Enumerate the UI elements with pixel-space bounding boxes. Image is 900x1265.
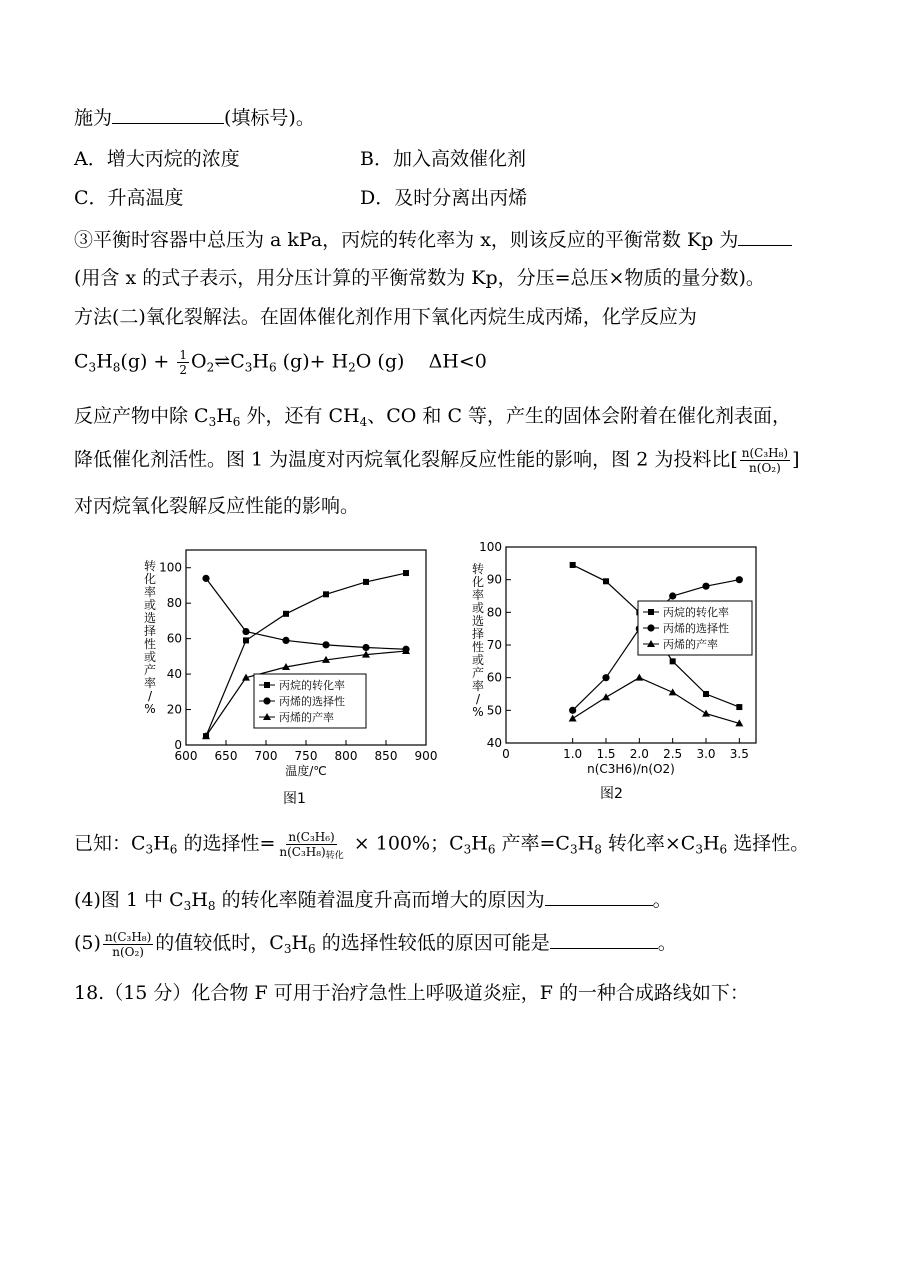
- data-point: [202, 575, 209, 582]
- answer-blank[interactable]: [738, 225, 792, 246]
- data-point: [736, 704, 742, 710]
- data-point: [702, 583, 709, 590]
- data-point: [243, 637, 249, 643]
- data-point: [669, 592, 676, 599]
- data-point: [282, 637, 289, 644]
- legend-marker: [647, 624, 654, 631]
- data-point: [283, 611, 289, 617]
- x-axis-label: 温度/℃: [285, 764, 327, 778]
- data-point: [322, 641, 329, 648]
- question-5: (5) $\frac{\text{n(C₃H₈)}}{\text{n(O₂)}}$ 的值较低时，$C_3H_6$ 的选择性较低的原因可能是 。: [74, 929, 677, 959]
- data-point: [602, 693, 610, 700]
- question-3-line-1: ③平衡时容器中总压为 a kPa，丙烷的转化率为 x，则该反应的平衡常数 Kp 为: [74, 225, 792, 253]
- y-tick-label: 90: [486, 572, 502, 587]
- series-line: [206, 578, 406, 649]
- series-line: [573, 678, 740, 724]
- data-point: [669, 688, 677, 695]
- y-tick-label: 100: [159, 560, 182, 575]
- x-axis-label: n(C3H6)/n(O2): [587, 762, 675, 776]
- y-tick-label: 70: [486, 638, 502, 652]
- data-point: [670, 658, 676, 664]
- figure-1-plot: [144, 550, 437, 778]
- paragraph-line-2: 降低催化剂活性。图 1 为温度对丙烷氧化裂解反应性能的影响，图 2 为投料比[ $\frac{\text{n(C₃H₈)}}{\text{n(O₂)}}$ ]: [74, 446, 800, 475]
- method-2-line: 方法(二)氧化裂解法。在固体催化剂作用下氧化丙烷生成丙烯，化学反应为: [74, 306, 697, 328]
- data-point: [736, 576, 743, 583]
- legend-label: 丙烯的产率: [663, 638, 718, 651]
- x-tick-label: 2.5: [663, 747, 683, 761]
- data-point: [403, 570, 409, 576]
- x-tick-label: 750: [294, 749, 318, 763]
- legend-label: 丙烷的转化率: [663, 606, 729, 619]
- data-point: [242, 628, 249, 635]
- question-line-1: 施为 (填标号)。: [74, 103, 315, 131]
- y-tick-label: 40: [166, 667, 182, 682]
- y-tick-label: 60: [166, 631, 182, 646]
- x-tick-label: 700: [254, 749, 278, 763]
- answer-blank[interactable]: [550, 928, 658, 949]
- x-tick-label: 850: [374, 749, 398, 763]
- x-tick-label: 1.0: [563, 747, 583, 761]
- data-point: [323, 591, 329, 597]
- answer-blank[interactable]: [545, 885, 653, 906]
- x-tick-label: 900: [414, 749, 438, 763]
- x-tick-label: 800: [334, 749, 358, 763]
- data-point: [702, 710, 710, 717]
- data-point: [602, 674, 609, 681]
- y-tick-label: 60: [486, 670, 502, 685]
- figure-2-caption: 图2: [600, 786, 623, 802]
- legend-marker: [264, 682, 270, 688]
- data-point: [703, 691, 709, 697]
- question-3-line-2: (用含 x 的式子表示，用分压计算的平衡常数为 Kp，分压=总压×物质的量分数)。: [74, 267, 765, 289]
- legend-marker: [648, 609, 654, 615]
- selectivity-fraction: $\frac{\text{n(C₃H₆)}}{n(C_3H_8)_{转化}}$: [279, 830, 344, 861]
- option-c: C．升高温度: [74, 187, 184, 209]
- data-point: [570, 562, 576, 568]
- y-tick-label: 20: [166, 702, 182, 717]
- option-b: B．加入高效催化剂: [360, 148, 526, 170]
- x-tick-label: 650: [214, 749, 238, 763]
- half-fraction: $\frac{1}{2}$: [179, 348, 188, 377]
- paragraph-line-1: 反应产物中除 $C_3H_6$ 外，还有 $CH_4$、CO 和 C 等，产生的固体会附着在催化剂表面，: [74, 405, 792, 429]
- legend-label: 丙烯的产率: [279, 711, 334, 724]
- x-tick-label: 1.5: [596, 747, 616, 761]
- data-point: [569, 715, 577, 722]
- feed-ratio-fraction: $\frac{\text{n(C₃H₈)}}{\text{n(O₂)}}$: [741, 446, 789, 475]
- legend-marker: [263, 697, 270, 704]
- y-axis-label: 转化率或选择性或产率/ %: [143, 559, 157, 716]
- x-tick-label: 0: [502, 747, 510, 761]
- y-tick-label: 50: [486, 703, 502, 718]
- legend-label: 丙烯的选择性: [279, 695, 345, 708]
- x-tick-label: 3.0: [696, 747, 716, 761]
- y-tick-label: 0: [174, 738, 182, 752]
- x-tick-label: 2.0: [629, 747, 649, 761]
- y-axis-label: 转化率或选择性或产率/ %: [471, 562, 485, 719]
- legend-label: 丙烷的转化率: [279, 679, 345, 692]
- option-a: A．增大丙烷的浓度: [74, 148, 240, 170]
- figure-2-chart: [460, 535, 780, 785]
- figure-2-plot: [472, 540, 756, 776]
- y-tick-label: 80: [166, 596, 182, 611]
- data-point: [363, 579, 369, 585]
- answer-blank[interactable]: [112, 103, 224, 124]
- data-point: [362, 644, 369, 651]
- y-tick-label: 40: [486, 736, 502, 750]
- x-tick-label: 600: [174, 749, 198, 763]
- y-tick-label: 100: [479, 540, 502, 554]
- question-18: 18.（15 分）化合物 F 可用于治疗急性上呼吸道炎症，F 的一种合成路线如下：: [74, 982, 749, 1004]
- figure-1-caption: 图1: [283, 791, 306, 807]
- question-4: (4)图 1 中 $C_3H_8$ 的转化率随着温度升高而增大的原因为 。: [74, 885, 672, 913]
- legend-label: 丙烯的选择性: [663, 622, 729, 635]
- data-point: [569, 707, 576, 714]
- data-point: [635, 674, 643, 681]
- data-point: [603, 578, 609, 584]
- known-line: 已知：$C_3H_6$ 的选择性= $\frac{\text{n(C₃H₆)}}{n(C_3H_8)_{转化}}$ × 100%；$C_3H_6$ 产率$=C_3H_8$ 转化率$\times C_3H_6$ 选择性。: [74, 830, 810, 861]
- figure-1-chart: [130, 540, 450, 780]
- ratio-fraction: $\frac{\text{n(C₃H₈)}}{\text{n(O₂)}}$: [104, 929, 152, 959]
- y-tick-label: 80: [486, 605, 502, 620]
- option-d: D．及时分离出丙烯: [360, 187, 528, 209]
- paragraph-line-3: 对丙烷氧化裂解反应性能的影响。: [74, 495, 360, 517]
- reaction-equation: $C_3H_8(g)$ + $\frac{1}{2}$ $O_2\rightleftharpoons C_3H_6$ $(g)+ H_2O$ (g) ΔH<0: [74, 348, 487, 377]
- x-tick-label: 3.5: [729, 747, 749, 761]
